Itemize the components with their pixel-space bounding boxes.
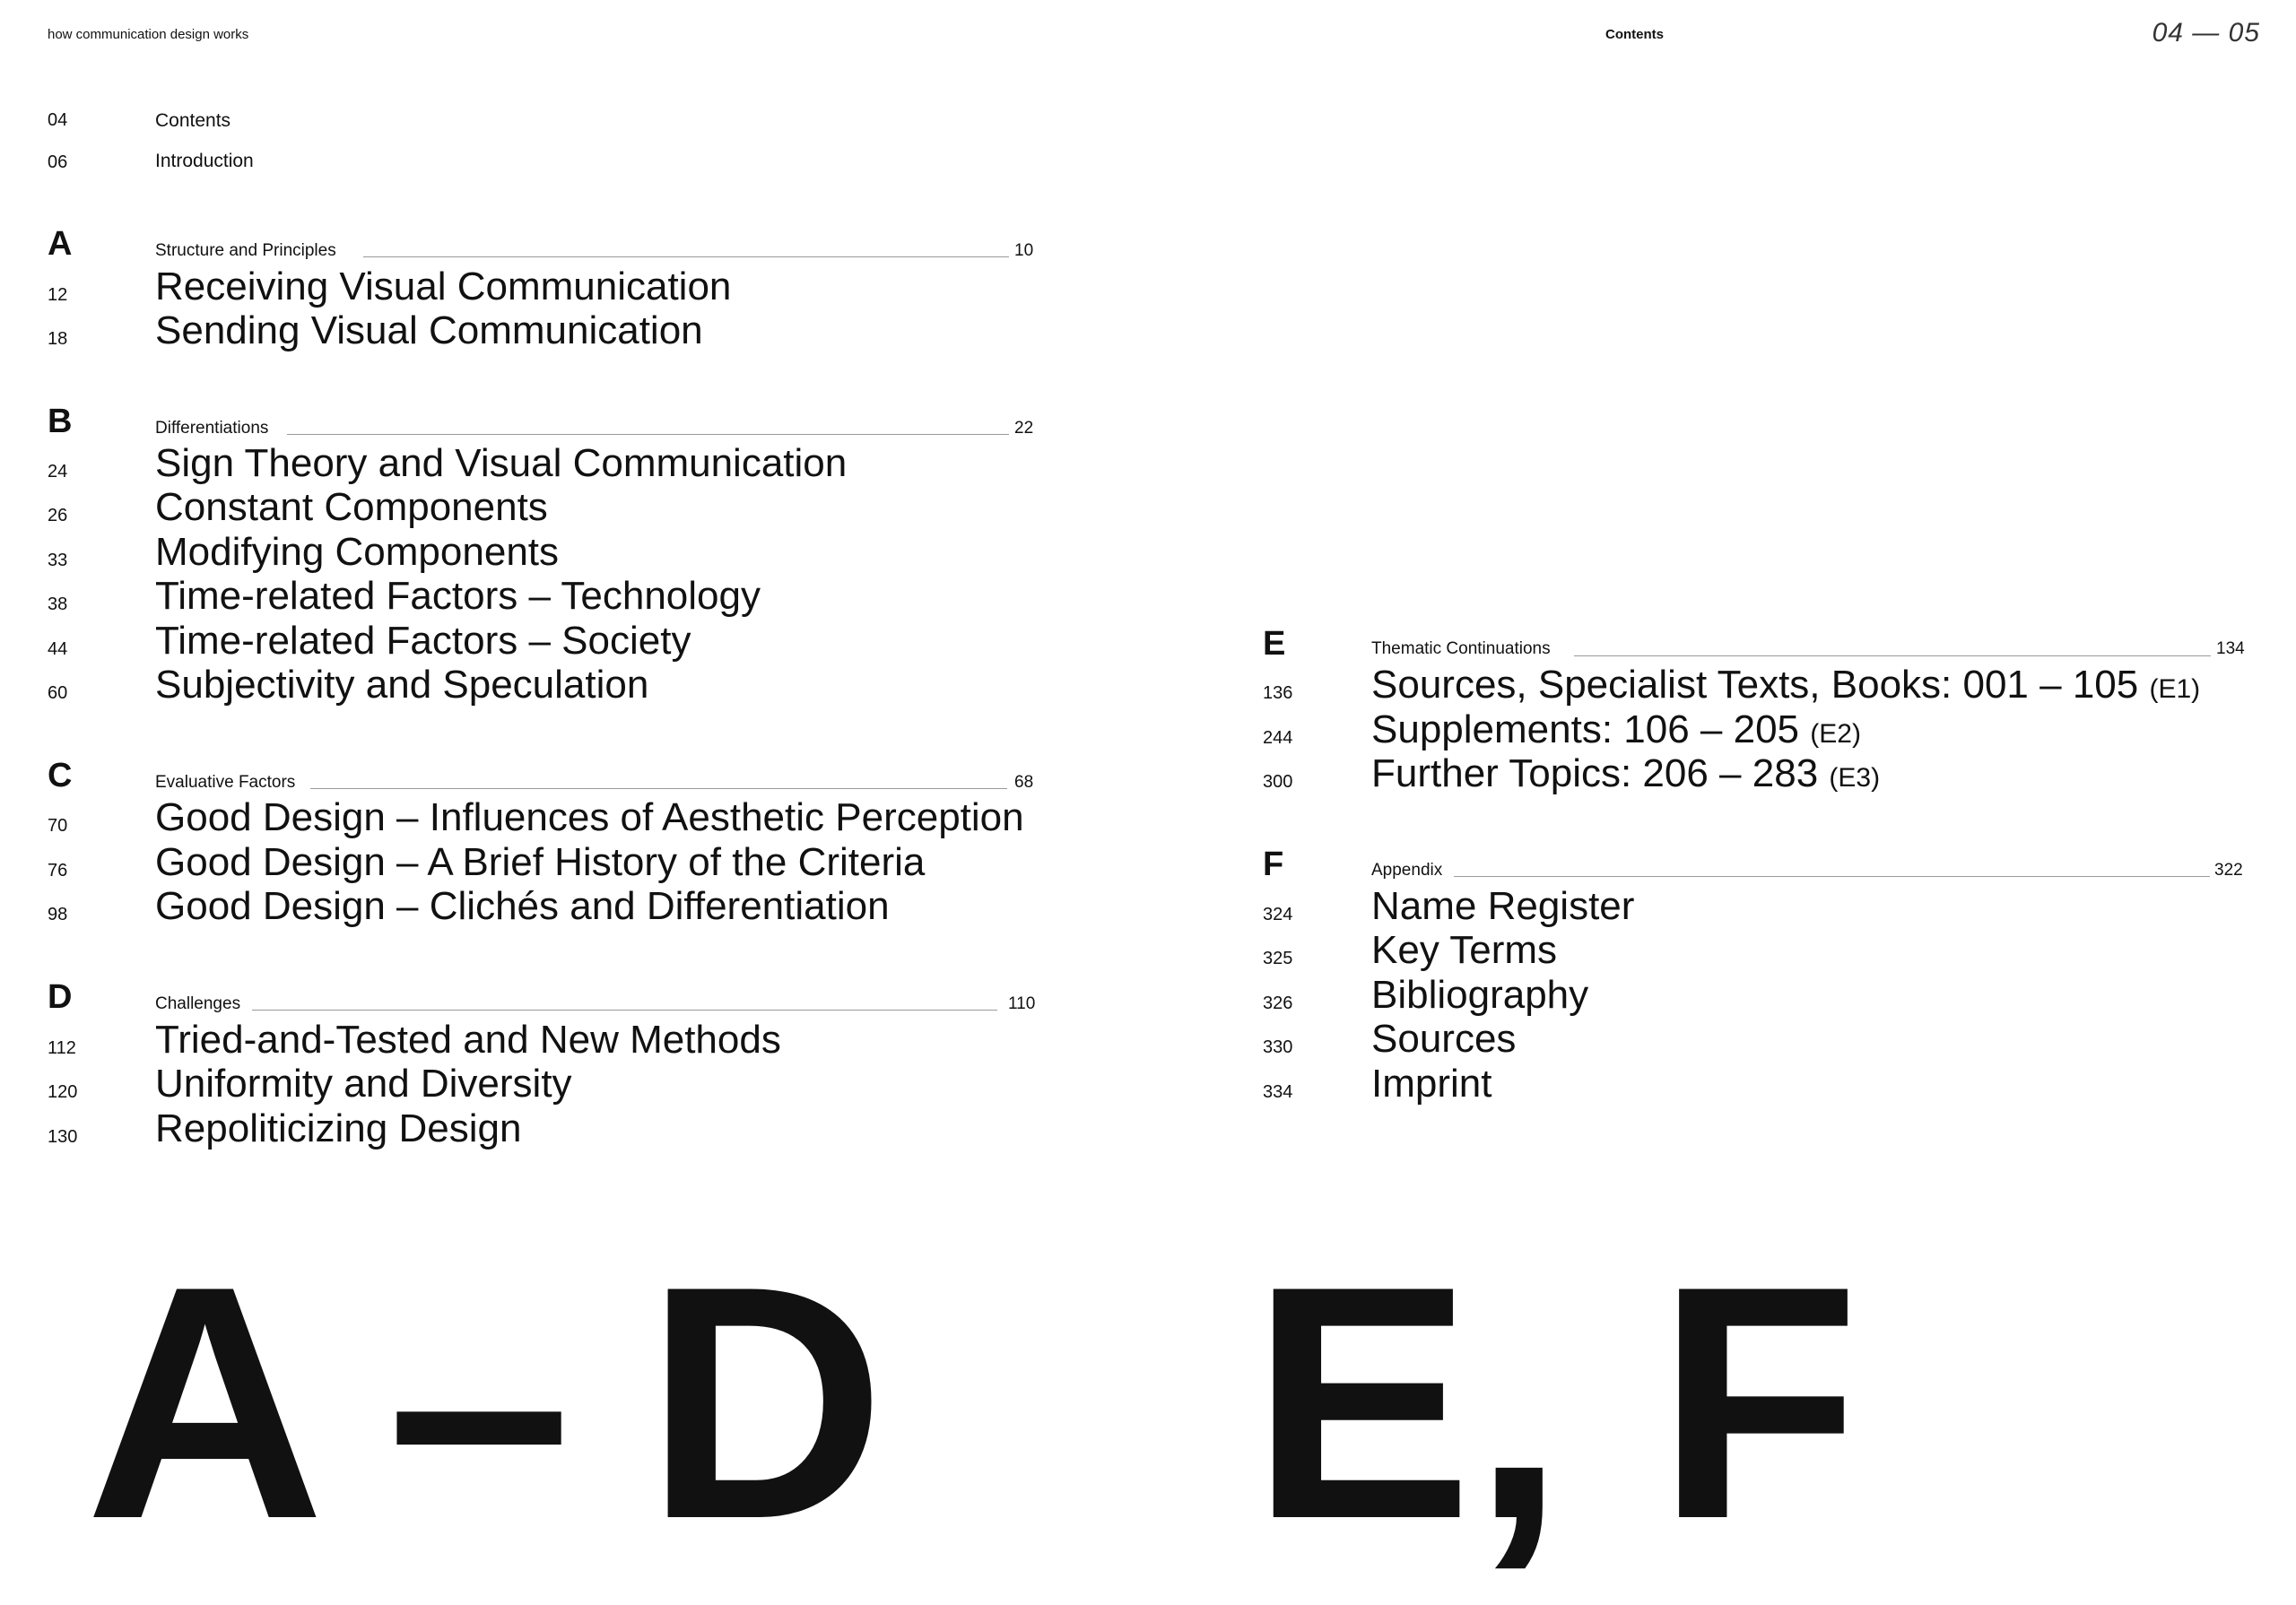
entry-title-text: Supplements: 106 – 205 [1371,707,1800,751]
section-page: 110 [1008,994,1036,1013]
display-range-e-f: E, F [1251,1218,1860,1588]
entry-title[interactable]: Subjectivity and Speculation [155,663,649,707]
entry-number: 33 [48,551,68,570]
entry-title[interactable]: Tried-and-Tested and New Methods [155,1018,781,1062]
entry-number: 12 [48,285,68,305]
preface-number: 04 [48,110,68,130]
entry-title[interactable]: Repoliticizing Design [155,1106,522,1150]
entry-number: 330 [1263,1037,1293,1057]
section-label[interactable]: Evaluative Factors [155,773,296,792]
entry-number: 112 [48,1038,76,1058]
preface-title[interactable]: Introduction [155,151,254,171]
section-page: 134 [2216,639,2245,658]
entry-title[interactable] [1371,751,1881,795]
section-letter: B [48,403,73,440]
entry-title[interactable]: Modifying Components [155,530,560,574]
leader-line [363,256,1009,257]
page-heading: Contents [1605,27,1664,42]
entry-suffix: (E3) [1829,763,1881,793]
section-page: 10 [1014,241,1034,260]
section-label[interactable]: Challenges [155,994,241,1013]
entry-number: 130 [48,1127,78,1147]
entry-number: 76 [48,861,68,881]
entry-number: 98 [48,905,68,924]
entry-title[interactable]: Good Design – Influences of Aesthetic Perception [155,795,1024,839]
preface-number: 06 [48,152,68,172]
leader-line [252,1010,997,1011]
entry-number: 120 [48,1082,78,1102]
entry-number: 334 [1263,1082,1293,1102]
entry-title[interactable]: Constant Components [155,485,548,529]
section-label[interactable]: Thematic Continuations [1371,639,1551,658]
section-page: 322 [2214,861,2243,880]
section-letter: A [48,225,73,263]
entry-title[interactable]: Sign Theory and Visual Communication [155,441,848,485]
entry-title[interactable]: Good Design – A Brief History of the Criteria [155,840,926,884]
entry-title-text: Further Topics: 206 – 283 [1371,751,1819,795]
entry-title[interactable]: Time-related Factors – Technology [155,574,761,618]
entry-title[interactable]: Name Register [1371,884,1635,928]
entry-title[interactable]: Receiving Visual Communication [155,265,732,308]
entry-suffix: (E2) [1810,719,1861,749]
leader-line [287,434,1009,435]
entry-number: 300 [1263,772,1293,792]
entry-title[interactable]: Bibliography [1371,973,1589,1017]
entry-title[interactable]: Sending Visual Communication [155,308,703,352]
entry-number: 244 [1263,728,1293,748]
section-letter: C [48,757,73,794]
entry-title-text: Sources, Specialist Texts, Books: 001 – 105 [1371,663,2139,707]
entry-title[interactable]: Good Design – Clichés and Differentiation [155,884,890,928]
display-range-a-d: A – D [85,1218,886,1588]
entry-title[interactable]: Sources [1371,1017,1517,1061]
section-page: 22 [1014,419,1034,438]
preface-title[interactable]: Contents [155,110,231,131]
section-page: 68 [1014,773,1034,792]
entry-number: 326 [1263,993,1293,1013]
entry-number: 324 [1263,905,1293,924]
entry-number: 60 [48,683,68,703]
section-letter: E [1263,625,1286,663]
entry-number: 44 [48,639,68,659]
leader-line [1454,876,2210,877]
entry-title[interactable]: Imprint [1371,1062,1492,1106]
section-letter: F [1263,846,1284,883]
entry-title[interactable]: Key Terms [1371,928,1558,972]
entry-title[interactable]: Uniformity and Diversity [155,1062,572,1106]
leader-line [1574,655,2211,656]
running-title: how communication design works [48,27,249,42]
entry-number: 24 [48,462,68,482]
leader-line [310,788,1007,789]
entry-number: 70 [48,816,68,836]
entry-number: 325 [1263,949,1293,968]
section-label[interactable]: Appendix [1371,861,1443,880]
entry-number: 26 [48,506,68,525]
section-label[interactable]: Differentiations [155,419,269,438]
entry-number: 18 [48,329,68,349]
entry-title[interactable] [1371,665,2200,705]
entry-number: 136 [1263,683,1293,703]
entry-title[interactable]: Time-related Factors – Society [155,619,691,663]
section-label[interactable]: Structure and Principles [155,241,336,260]
entry-suffix: (E1) [2149,674,2201,704]
entry-number: 38 [48,594,68,614]
page-numbers: 04 — 05 [2152,18,2260,48]
section-letter: D [48,978,73,1016]
entry-title[interactable] [1371,707,1861,751]
